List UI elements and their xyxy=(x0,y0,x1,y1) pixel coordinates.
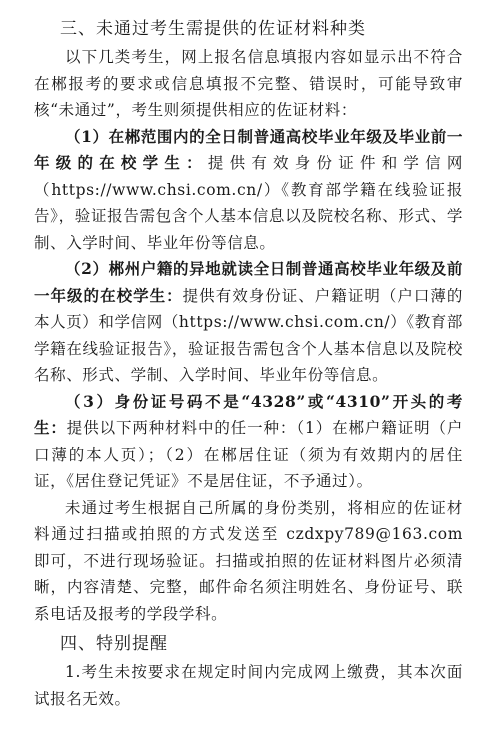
item-2-body: 提供有效身份证、户籍证明（户口薄的本人页）和学信网（https://www.chsi.com.cn/）《教育部学籍在线验证报告》，验证报告需包含个人基本信息以及院校名称、形式、学制、入学时间、毕业年份等信息。 xyxy=(34,286,464,384)
item-3-title: （3）身份证号码不是“4328”或“4310”开头的考生： xyxy=(34,391,463,437)
item-2-title: （2）郴州户籍的异地就读全日制普通高校毕业年级及前一年级的在校学生： xyxy=(34,259,463,305)
section-4-heading: 四、特别提醒 xyxy=(60,634,168,654)
item-1-paragraph xyxy=(34,124,463,257)
item-3-body: 提供以下两种材料中的任一种：（1）在郴户籍证明（户口薄的本人页）；（2）在郴居住证（须为有效期内的居住证，《居住登记凭证》不是居住证，不予通过）。 xyxy=(34,419,463,490)
closing-paragraph: 未通过考生根据自己所属的身份类别，将相应的佐证材料通过扫描或拍照的方式发送至 czdxpy789@163.com 即可，不进行现场验证。扫描或拍照的佐证材料图片必须清晰，内容清楚、完整，邮件命名须注明姓名、身份证号、联系电话及报考的学段学科。 xyxy=(34,498,463,623)
item-2-paragraph xyxy=(34,256,463,389)
item-1-body: 提供有效身份证件和学信网（https://www.chsi.com.cn/）《教育部学籍在线验证报告》，验证报告需包含个人基本信息以及院校名称、形式、学制、入学时间、毕业年份等信息。 xyxy=(34,154,463,252)
section-3-intro: 以下几类考生，网上报名信息填报内容如显示出不符合在郴报考的要求或信息填报不完整、错误时，可能导致审核“未通过”，考生则须提供相应的佐证材料： xyxy=(34,48,463,119)
item-3-paragraph xyxy=(34,389,463,495)
item-1-title: （1）在郴范围内的全日制普通高校毕业年级及毕业前一年级的在校学生： xyxy=(34,126,463,172)
section-3-heading: 三、未通过考生需提供的佐证材料种类 xyxy=(60,19,366,39)
reminder-item-1: 1.考生未按要求在规定时间内完成网上缴费，其本次面试报名无效。 xyxy=(34,663,463,708)
